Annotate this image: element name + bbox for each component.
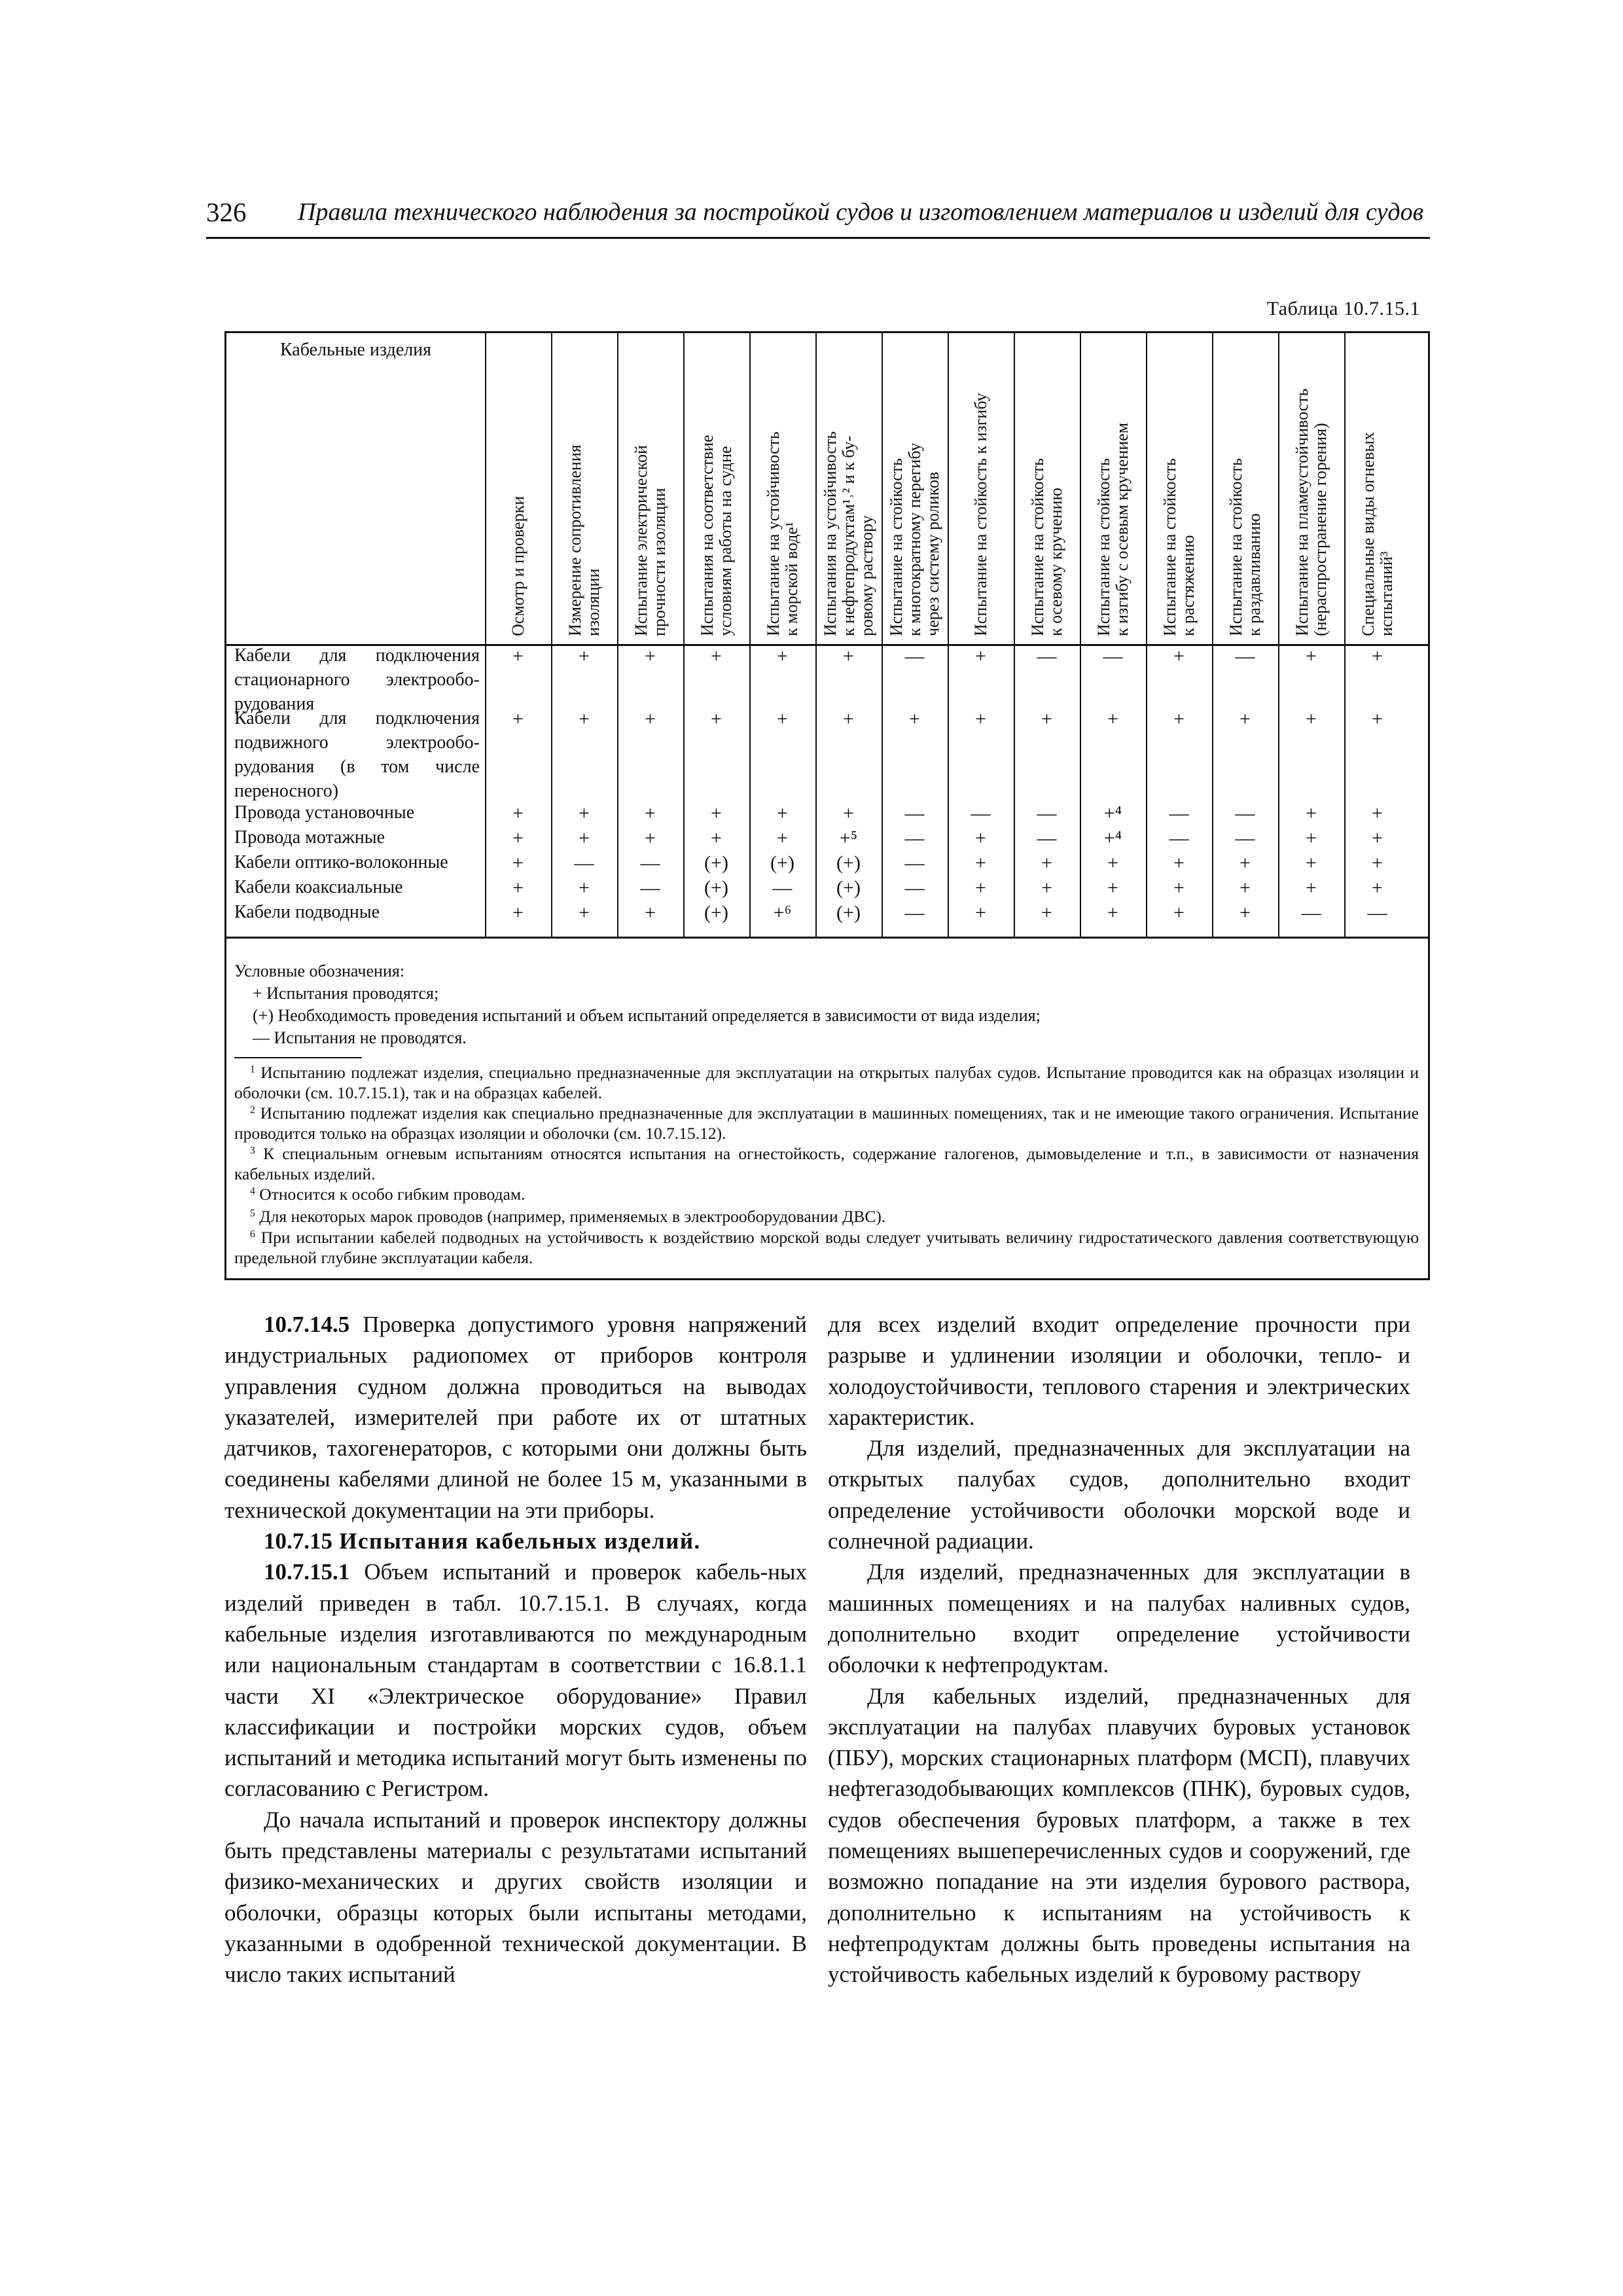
column-header [1080,334,1146,642]
table-cell: + [512,708,524,730]
column-header-text [632,445,669,636]
footnote [234,1206,1419,1227]
column-header-line: Испытание на стойкость [1160,458,1179,636]
table-cell: (+) [704,902,728,924]
column-header-line: Испытание на устойчивость [763,431,783,636]
footnote-mark: 4 [250,1185,255,1197]
column-header-line: Испытание на стойкость [1027,458,1047,636]
table-cell: + [1041,902,1052,924]
row-label: Кабели для подключения подвижного электрообо-рудования (в том числе переносного) [234,708,480,801]
table-cell: (+) [704,877,728,899]
table-cell: + [512,827,524,849]
row-label: Кабели оптико-волоконные [234,852,448,872]
table-cell: — [904,827,925,849]
table-cell: + [975,827,986,849]
table-cell: — [1301,902,1321,924]
table-cell: — [772,877,793,899]
table-cell: (+) [704,852,728,874]
column-header-line: прочности изоляции [649,488,669,636]
body-column-left [224,1309,807,1990]
table-cell: + [843,645,854,667]
column-header [1344,334,1410,642]
column-header-line: к многократному перегибу [904,442,924,636]
table-cell: — [904,877,925,899]
section-title: Испытания кабельных изделий. [332,1528,701,1554]
column-header-line: ровому раствору [857,515,876,636]
table-cell: +⁶ [773,902,792,924]
column-header-text [509,496,527,636]
column-header-line: Испытание на пламеустойчивость [1292,388,1311,636]
table-cell: (+) [836,902,861,924]
table-cell: + [1107,877,1118,899]
footnote-mark: 5 [250,1208,255,1219]
table-cell: — [640,877,660,899]
table-cell: + [645,645,656,667]
column-header-line: к осевому кручению [1046,488,1065,636]
table-cell: + [975,708,986,730]
table-cell: — [904,802,925,824]
table-cell: — [1103,645,1123,667]
table-cell: + [1372,708,1383,730]
table-cell: + [579,708,590,730]
footnote-text: Испытанию подлежат изделия, специально предназначенные для эксплуатации на открытых палубах судов. Испытание проводится как на образцах изоляции и оболочки (см. 10.7.15.1), так и на образцах кабелей. [234,1063,1419,1102]
table-cell: — [904,852,925,874]
cable-tests-table [224,331,1430,1280]
column-header-line: через систему роликов [923,471,942,636]
column-header-text [566,444,603,636]
table-cell: + [711,708,722,730]
table-cell: + [843,802,854,824]
table-cell: + [579,877,590,899]
table-cell: + [777,827,788,849]
table-cell: + [1173,852,1185,874]
table-cell: + [579,902,590,924]
table-cell: + [579,827,590,849]
column-header-text [972,393,990,636]
legend-item: (+) Необходимость проведения испытаний и объем испытаний определяется в зависимости от вида изделия; [253,1006,1041,1025]
footnote-mark: 1 [250,1064,255,1075]
header-rule [206,237,1430,239]
table-cell: + [1173,708,1185,730]
table-cell: — [1037,827,1057,849]
table-cell: + [1173,902,1185,924]
footnote-text: Для некоторых марок проводов (например, применяемых в электрооборудовании ДВС). [255,1207,886,1226]
table-cell: + [645,827,656,849]
table-cell: + [512,852,524,874]
table-cell: + [512,802,524,824]
clause-number: 10.7.15.1 [264,1559,350,1585]
table-cell: + [711,802,722,824]
footnote [234,1103,1419,1143]
table-cell: — [1235,802,1255,824]
column-header-text [698,435,735,636]
footnote [234,1062,1419,1103]
column-header [948,334,1014,642]
table-cell: (+) [770,852,794,874]
table-body-rule [226,937,1428,939]
column-header [683,334,749,642]
table-cell: + [777,708,788,730]
paragraph-10-7-15-1 [224,1556,807,1804]
row-label: Провода установочные [234,802,415,823]
column-header [749,334,815,642]
table-cell: + [645,708,656,730]
running-header [206,196,1430,237]
row-label: Кабели для подключения стационарного электрообо-рудования [234,645,480,714]
table-cell: (+) [836,877,861,899]
row-label: Провода мотажные [234,827,385,848]
column-header-line: Осмотр и проверки [508,495,527,636]
table-cell: + [975,645,986,667]
column-header-line: Специальные виды огневых [1358,432,1378,636]
table-cell: — [1367,902,1387,924]
table-cell: + [777,802,788,824]
paragraph: для всех изделий входит определение прочности при разрыве и удлинении изоляции и оболочки, тепло- и холодоустойчивости, теплового старения и электрических характеристик. [828,1312,1410,1430]
table-cell: + [579,802,590,824]
row-label: Кабели коаксиальные [234,877,403,897]
table-cell: + [1306,645,1317,667]
column-header-line: к растяжению [1178,535,1198,636]
table-cell: +⁴ [1103,827,1122,849]
table-cell: + [1372,827,1383,849]
column-header-line: к раздавливанию [1244,513,1264,636]
column-header-text [821,431,876,636]
table-cell: +⁴ [1103,802,1122,824]
table-cell: + [1107,852,1118,874]
table-cell: + [1306,708,1317,730]
table-cell: + [512,902,524,924]
column-header-text [1095,423,1132,636]
table-cell: — [1169,802,1189,824]
table-cell: + [1372,852,1383,874]
table-cell: + [1107,708,1118,730]
table-cell: — [1235,645,1255,667]
column-header-line: к морской воде¹ [781,522,801,636]
table-cell: — [971,802,991,824]
footnote-mark: 6 [250,1229,255,1240]
column-header-text [1029,458,1065,636]
footnote-mark: 2 [250,1104,255,1116]
footnote-text: При испытании кабелей подводных на устойчивость к воздействию морской воды следует учитывать величину гидростатического давления соответствующую предельной глубине эксплуатации кабеля. [234,1228,1419,1267]
column-header-line: Испытание на стойкость к изгибу [971,393,990,636]
table-cell: +⁵ [839,827,858,849]
column-header-line: испытаний³ [1376,551,1396,636]
table-cell: + [1306,827,1317,849]
column-header-line: Испытание электрической [631,445,651,636]
table-cell: + [909,708,920,730]
table-cell: — [1037,802,1057,824]
table-cell: — [640,852,660,874]
column-header [882,334,948,642]
paragraph-10-7-14-5 [224,1309,807,1526]
column-header-line: изоляции [583,568,603,636]
column-header [1014,334,1080,642]
table-cell: + [1306,802,1317,824]
table-cell: + [1306,877,1317,899]
footnote-rule [234,1057,362,1058]
table-cell: — [904,902,925,924]
paragraph: Для кабельных изделий, предназначенных для эксплуатации на палубах плавучих буровых установок (ПБУ), морских стационарных платформ (МСП), плавучих нефтегазодобывающих комплексов (ПНК), буровых судов, судов обеспечения буровых платформ, а также в тех помещениях вышеперечисленных судов и сооружений, где возможно попадание на эти изделия бурового раствора, дополнительно к испытаниям на устойчивость к нефтепродуктам должны быть проведены испытания на устойчивость кабельных изделий к буровому раствору [828,1683,1410,1988]
table-cell: + [1041,852,1052,874]
table-cell: + [1306,852,1317,874]
column-header-line: Испытания на устойчивость [820,431,840,636]
running-title: Правила технического наблюдения за постройкой судов и изготовлением материалов и изделий для судов [298,198,1424,226]
table-cell: + [1240,708,1251,730]
table-cell: + [1173,877,1185,899]
page-number: 326 [206,197,247,227]
clause-number: 10.7.14.5 [264,1312,350,1337]
column-header-text [764,431,801,636]
table-cell: + [711,645,722,667]
table-cell: + [1240,877,1251,899]
table-cell: + [843,708,854,730]
table-cell: — [904,645,925,667]
paragraph: До начала испытаний и проверок инспектору должны быть представлены материалы с результатами испытаний физико-механических и других свойств изоляции и оболочки, образцы которых были испытаны методами, указанными в одобренной технической документации. В число таких испытаний [224,1806,807,1988]
table-cell: — [1037,645,1057,667]
table-cell: + [1173,645,1185,667]
column-header [1278,334,1344,642]
footnote [234,1184,1419,1204]
table-cell: + [645,802,656,824]
table-cell: + [975,852,986,874]
column-header-text [1293,389,1330,637]
paragraph-text: Объем испытаний и проверок кабель-ных изделий приведен в табл. 10.7.15.1. В случаях, когда кабельные изделия изготавливаются по международным или национальным стандартам в соответствии с 16.8.1.1 части XI «Электрическое оборудование» Правил классификации и постройки морских судов, объем испытаний и методика испытаний могут быть изменены по согласованию с Регистром. [224,1559,807,1802]
table-cell: + [512,877,524,899]
column-header-text [1161,458,1198,636]
table-cell: + [1240,852,1251,874]
table-cell: (+) [836,852,861,874]
footnote-text: Испытанию подлежат изделия как специально предназначенные для эксплуатации в машинных помещениях, так и не имеющие такого ограничения. Испытание проводится только на образцах изоляции и оболочки (см. 10.7.15.12). [234,1103,1419,1143]
column-header [1146,334,1212,642]
column-header [551,334,617,642]
column-header-text [1227,458,1264,636]
footnote-text: К специальным огневым испытаниям относятся испытания на огнестойкость, содержание галогенов, дымовыделение и т.п., в зависимости от назначения кабельных изделий. [234,1144,1419,1183]
table-cell: + [1041,877,1052,899]
column-header [1212,334,1278,642]
column-header [485,334,551,642]
row-label: Кабели подводные [234,902,380,922]
section-number: 10.7.15 [264,1528,332,1554]
column-header-text [1359,432,1396,636]
footnote [234,1143,1419,1184]
table-cell: + [711,827,722,849]
section-heading [224,1526,807,1556]
column-header-line: к изгибу с осевым кручением [1112,422,1132,636]
legend-item: + Испытания проводятся; [253,984,439,1003]
table-cell: + [579,645,590,667]
legend-title: Условные обозначения: [234,961,405,980]
column-header [815,334,882,642]
column-header-line: Испытание на стойкость [1094,458,1113,636]
column-header-line: к нефтепродуктам¹˒² и к бу- [838,435,858,636]
body-column-right [828,1309,1410,1990]
paragraph: Для изделий, предназначенных для эксплуатации на открытых палубах судов, дополнительно входит определение устойчивости оболочки морской воде и солнечной радиации. [828,1435,1410,1554]
table-cell: — [574,852,594,874]
column-header-text [887,442,942,636]
table-label: Таблица 10.7.15.1 [1266,298,1420,319]
table-cell: — [1235,827,1255,849]
paragraph-text: Проверка допустимого уровня напряжений индустриальных радиопомех от приборов контроля управления судном должна проводиться на выводах указателей, измерителей при работе их от штатных датчиков, тахогенераторов, с которыми они должны быть соединены кабелями длиной не более 15 м, указанными в технической документации на эти приборы. [224,1312,807,1523]
table-cell: + [645,902,656,924]
column-header-line: Испытания на соответствие [697,435,717,636]
footnote-text: Относится к особо гибким проводам. [255,1185,526,1204]
column-header-line: условиям работы на судне [715,446,735,636]
footnote [234,1227,1419,1268]
footnote-mark: 3 [250,1145,255,1157]
table-cell: + [975,877,986,899]
column-header-line: Испытание на стойкость [886,458,906,636]
table-cell: + [512,645,524,667]
table-cell: + [1372,645,1383,667]
legend-item: — Испытания не проводятся. [253,1028,467,1047]
table-cell: + [1041,708,1052,730]
table-cell: + [1240,902,1251,924]
column-header-line: Измерение сопротивления [565,444,584,636]
column-header-line: Испытание на стойкость [1226,458,1245,636]
table-cell: + [1107,902,1118,924]
column-header [617,334,683,642]
table-corner-header: Кабельные изделия [279,340,432,360]
table-cell: + [975,902,986,924]
paragraph: Для изделий, предназначенных для эксплуатации в машинных помещениях и на палубах наливных судов, дополнительно входит определение устойчивости оболочки к нефтепродуктам. [828,1559,1410,1678]
column-header-line: (нераспространение горения) [1310,423,1330,636]
table-cell: — [1169,827,1189,849]
table-cell: + [777,645,788,667]
table-cell: + [1372,877,1383,899]
table-cell: + [1372,802,1383,824]
